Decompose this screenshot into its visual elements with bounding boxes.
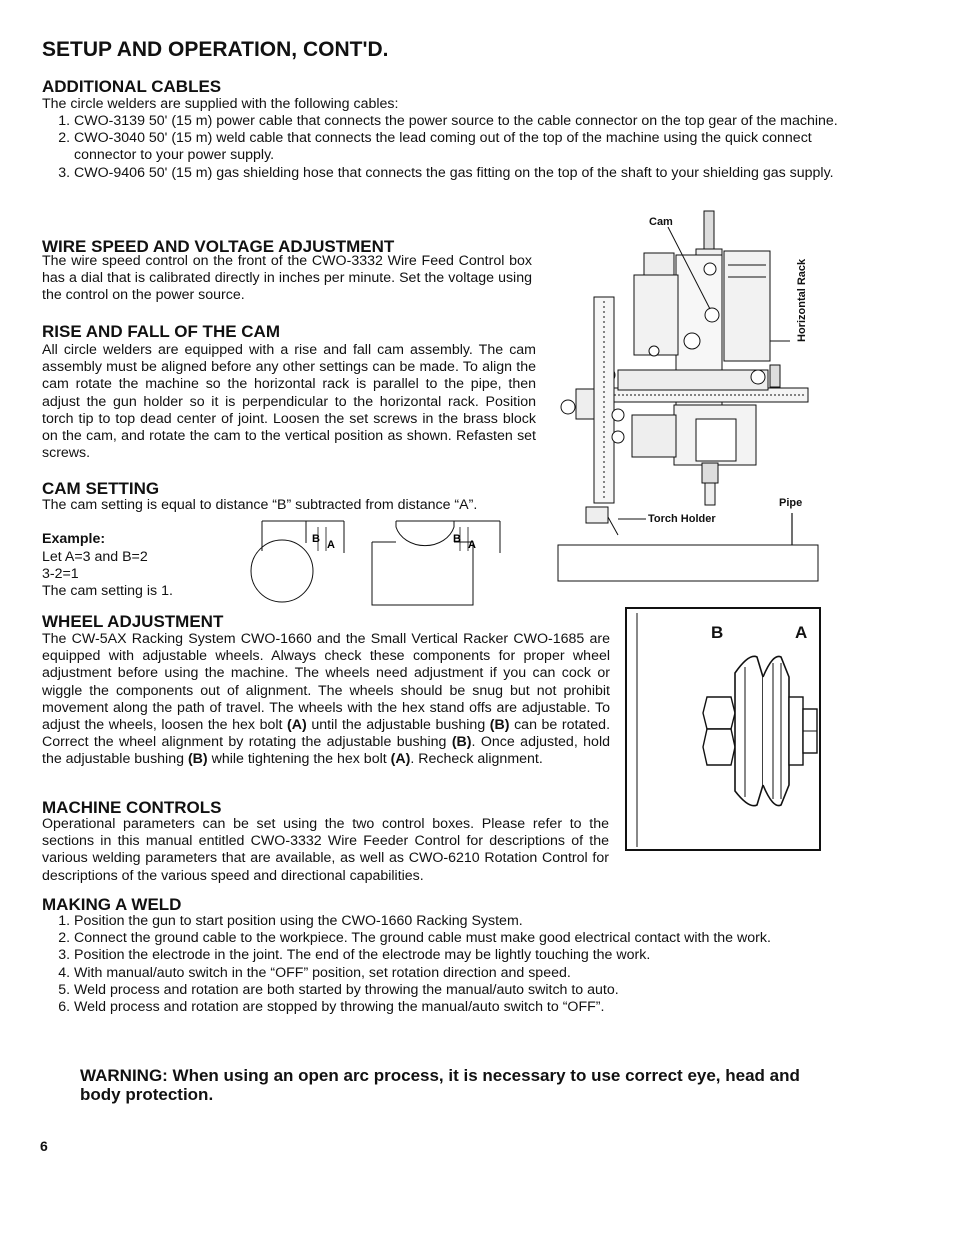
list-item: 6. Weld process and rotation are stopped by throwing the manual/auto switch to “OFF”.	[74, 999, 904, 1016]
wheel-illustration	[627, 609, 819, 849]
rise-fall-body: All circle welders are equipped with a rise and fall cam assembly. The cam assembly must be aligned before any other settings can be made. To align the cam rotate the machine so the horizontal rack is parallel to the pipe, then adjust the gun holder so it is perpendicular to the horizontal rack. Position torch tip to top dead center of joint. Loosen the set screws in the brass block on the cam, and rotate the cam to the vertical position as shown. Refasten set screws.	[42, 342, 536, 462]
rise-fall-heading: RISE AND FALL OF THE CAM	[42, 322, 280, 341]
example-line: 3-2=1	[42, 566, 79, 582]
cam-setting-heading: CAM SETTING	[42, 479, 160, 498]
example-heading: Example:	[42, 531, 106, 547]
wheel-adjustment-body: The CW-5AX Racking System CWO-1660 and the Small Vertical Racker CWO-1685 are equipped with adjustable wheels. Always check these components for proper wheel adjustment before using the machine. The wheels need adjustment if you can cock or wiggle the components out of alignment. The wheels should be snug but not prohibit movement along the path of travel. The wheels with the hex stand offs are adjustable. To adjust the wheels, loosen the hex bolt (A) until the adjustable bushing (B) can be rotated. Correct the wheel alignment by rotating the adjustable bushing (B). Once adjusted, hold the adjustable bushing (B) while tightening the hex bolt (A). Recheck alignment.	[42, 631, 611, 768]
example-line: The cam setting is 1.	[42, 583, 173, 599]
wheel-adjustment-heading: WHEEL ADJUSTMENT	[42, 612, 224, 631]
list-item: 2. Connect the ground cable to the workpiece. The ground cable must make good electrical contact with the work.	[74, 930, 904, 947]
list-item: 2. CWO-3040 50' (15 m) weld cable that connects the lead coming out of the top of the machine using the quick connect connector to your power supply.	[74, 130, 844, 164]
additional-cables-intro: The circle welders are supplied with the following cables:	[42, 96, 399, 112]
machine-figure	[556, 205, 826, 585]
additional-cables-heading: ADDITIONAL CABLES	[42, 77, 222, 96]
additional-cables-list	[42, 113, 844, 182]
list-item: 3. CWO-9406 50' (15 m) gas shielding hose that connects the gas fitting on the top of the shaft to your shielding gas supply.	[74, 165, 844, 182]
making-weld-list	[42, 913, 904, 1016]
example-line: Let A=3 and B=2	[42, 549, 148, 565]
hex-bolt-a-label: A	[795, 623, 808, 642]
bushing-b-label: B	[711, 623, 724, 642]
torch-holder-label: Torch Holder	[648, 513, 716, 525]
cam-block-figure	[372, 521, 500, 605]
cam-setting-body: The cam setting is equal to distance “B” subtracted from distance “A”.	[42, 497, 478, 513]
a-label: A	[468, 539, 476, 551]
a-label: A	[327, 539, 335, 551]
list-item: 3. Position the electrode in the joint. The end of the electrode may be lightly touching the work.	[74, 947, 904, 964]
b-label: B	[453, 533, 461, 545]
wire-speed-body: The wire speed control on the front of the CWO-3332 Wire Feed Control box has a dial that is calibrated directly in inches per minute. Set the voltage using the control on the power source.	[42, 253, 532, 304]
machine-illustration	[556, 205, 826, 585]
warning-text: WARNING: When using an open arc process, it is necessary to use correct eye, head and body protection.	[80, 1066, 800, 1104]
cam-circle-figure	[251, 521, 344, 602]
horizontal-rack-label: Horizontal Rack	[796, 258, 808, 342]
list-item: 1. Position the gun to start position using the CWO-1660 Racking System.	[74, 913, 904, 930]
machine-controls-body: Operational parameters can be set using the two control boxes. Please refer to the sections in this manual entitled CWO-3332 Wire Feeder Control for descriptions of the various welding parameters that are available, as well as CWO-6210 Rotation Control for descriptions of the various speed and directional capabilities.	[42, 816, 609, 884]
wire-speed-heading: WIRE SPEED AND VOLTAGE ADJUSTMENT	[42, 237, 395, 256]
cam-label: Cam	[649, 216, 673, 228]
machine-controls-heading: MACHINE CONTROLS	[42, 798, 222, 817]
list-item: 4. With manual/auto switch in the “OFF” position, set rotation direction and speed.	[74, 965, 904, 982]
cam-setting-diagram	[248, 515, 510, 615]
page-number: 6	[40, 1138, 48, 1154]
list-item: 5. Weld process and rotation are both started by throwing the manual/auto switch to auto.	[74, 982, 904, 999]
making-weld-heading: MAKING A WELD	[42, 895, 182, 914]
wheel-figure	[625, 607, 821, 851]
page-title: SETUP AND OPERATION, CONT'D.	[42, 38, 389, 61]
list-item: 1. CWO-3139 50' (15 m) power cable that connects the power source to the cable connector on the top gear of the machine.	[74, 113, 844, 130]
b-label: B	[312, 533, 320, 545]
pipe-label: Pipe	[779, 497, 803, 509]
